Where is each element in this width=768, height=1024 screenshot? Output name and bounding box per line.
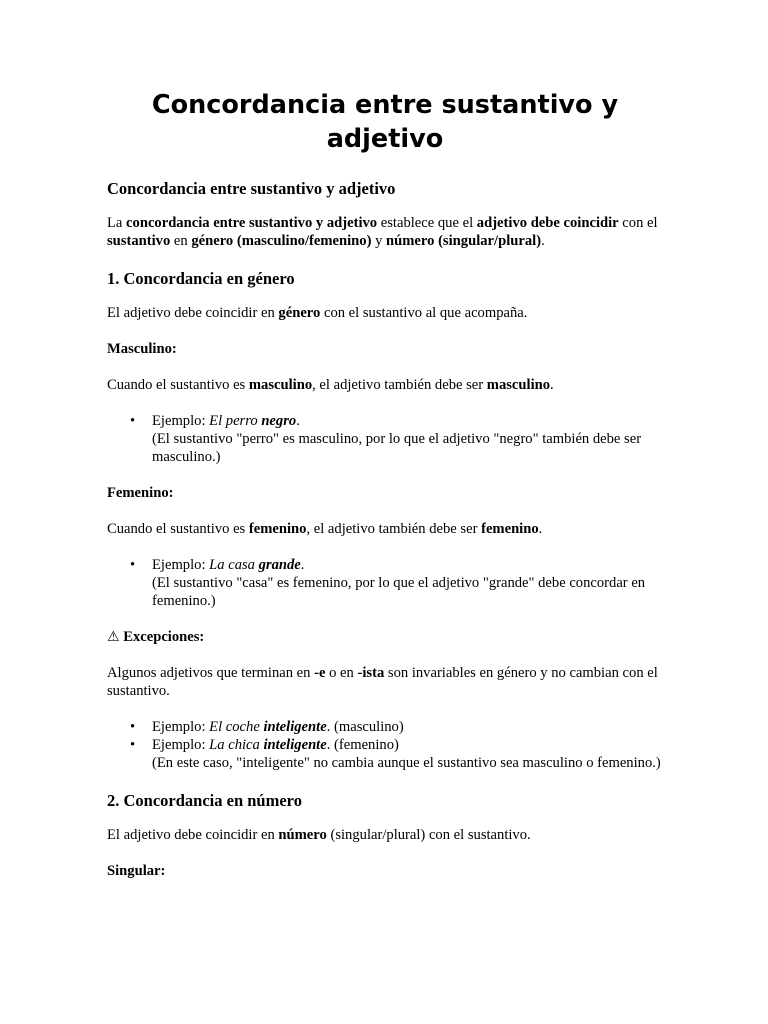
intro-text: y (371, 233, 387, 249)
example-note: (En este caso, "inteligente" no cambia aunque el sustantivo sea masculino o femenino.) (152, 755, 661, 771)
numero-intro-paragraph (107, 826, 663, 844)
example-suffix: . (296, 413, 300, 429)
intro-bold: adjetivo debe coincidir (476, 215, 619, 231)
intro-text: La (107, 215, 127, 231)
masculino-bold: masculino (248, 377, 313, 393)
section-heading-genero: 1. Concordancia en género (107, 269, 295, 288)
warning-icon: ⚠ (107, 629, 120, 645)
numero-intro-bold: número (278, 827, 327, 843)
masculino-label: Masculino: (107, 341, 177, 357)
intro-bold: género (masculino/femenino) (191, 233, 372, 249)
example-adjective: grande (258, 557, 301, 573)
masculino-text: , el adjetivo también debe ser (312, 377, 487, 393)
masculino-bold: masculino (486, 377, 551, 393)
list-item (152, 718, 663, 736)
example-italic: La chica (209, 737, 264, 753)
femenino-example-list (107, 556, 663, 610)
excepciones-bold: -ista (357, 665, 385, 681)
list-item (152, 736, 663, 772)
femenino-bold: femenino (248, 521, 307, 537)
example-adjective: inteligente (263, 737, 327, 753)
intro-paragraph (107, 214, 663, 250)
femenino-text: Cuando el sustantivo es (107, 521, 249, 537)
intro-text: en (170, 233, 192, 249)
example-suffix: . (femenino) (326, 737, 399, 753)
example-prefix: Ejemplo: (152, 413, 210, 429)
genero-intro-bold: género (278, 305, 321, 321)
document-title: Concordancia entre sustantivo y adjetivo (151, 90, 619, 154)
excepciones-label: Excepciones: (123, 629, 205, 645)
excepciones-example-list (107, 718, 663, 772)
example-prefix: Ejemplo: (152, 719, 210, 735)
excepciones-bold: -e (314, 665, 326, 681)
femenino-bold: femenino (481, 521, 539, 537)
genero-intro-paragraph (107, 304, 663, 322)
excepciones-text: son invariables en género y no cambian con el sustantivo. (107, 665, 658, 699)
example-adjective: negro (261, 413, 297, 429)
intro-text: . (541, 233, 545, 249)
section-heading-numero: 2. Concordancia en número (107, 791, 302, 810)
example-adjective: inteligente (263, 719, 327, 735)
excepciones-label-row (107, 628, 663, 646)
genero-intro-text: con el sustantivo al que acompaña. (320, 305, 528, 321)
genero-intro-text: El adjetivo debe coincidir en (107, 305, 279, 321)
masculino-example-list (107, 412, 663, 466)
excepciones-paragraph (107, 664, 663, 700)
masculino-text: Cuando el sustantivo es (107, 377, 249, 393)
document-subtitle: Concordancia entre sustantivo y adjetivo (107, 179, 396, 198)
masculino-paragraph (107, 376, 663, 394)
example-italic: El perro (209, 413, 262, 429)
singular-label: Singular: (107, 863, 166, 879)
femenino-text: . (538, 521, 543, 537)
example-note: (El sustantivo "perro" es masculino, por lo que el adjetivo "negro" también debe ser masculino.) (152, 431, 642, 465)
intro-bold: concordancia entre sustantivo y adjetivo (126, 215, 378, 231)
masculino-text: . (550, 377, 554, 393)
intro-text: con el (618, 215, 658, 231)
intro-text: establece que el (377, 215, 477, 231)
intro-bold: número (singular/plural) (386, 233, 542, 249)
excepciones-text: Algunos adjetivos que terminan en (107, 665, 315, 681)
list-item (152, 412, 663, 466)
document-page (107, 88, 663, 898)
femenino-label: Femenino: (107, 485, 174, 501)
femenino-paragraph (107, 520, 663, 538)
example-prefix: Ejemplo: (152, 557, 210, 573)
example-suffix: . (300, 557, 305, 573)
example-note: (El sustantivo "casa" es femenino, por lo que el adjetivo "grande" debe concordar en femenino.) (152, 575, 646, 609)
example-italic: La casa (209, 557, 259, 573)
excepciones-text: o en (325, 665, 358, 681)
example-suffix: . (masculino) (326, 719, 404, 735)
example-prefix: Ejemplo: (152, 737, 210, 753)
intro-bold: sustantivo (107, 233, 171, 249)
numero-intro-text: El adjetivo debe coincidir en (107, 827, 279, 843)
example-italic: El coche (209, 719, 264, 735)
numero-intro-text: (singular/plural) con el sustantivo. (326, 827, 531, 843)
list-item (152, 556, 663, 610)
femenino-text: , el adjetivo también debe ser (306, 521, 482, 537)
